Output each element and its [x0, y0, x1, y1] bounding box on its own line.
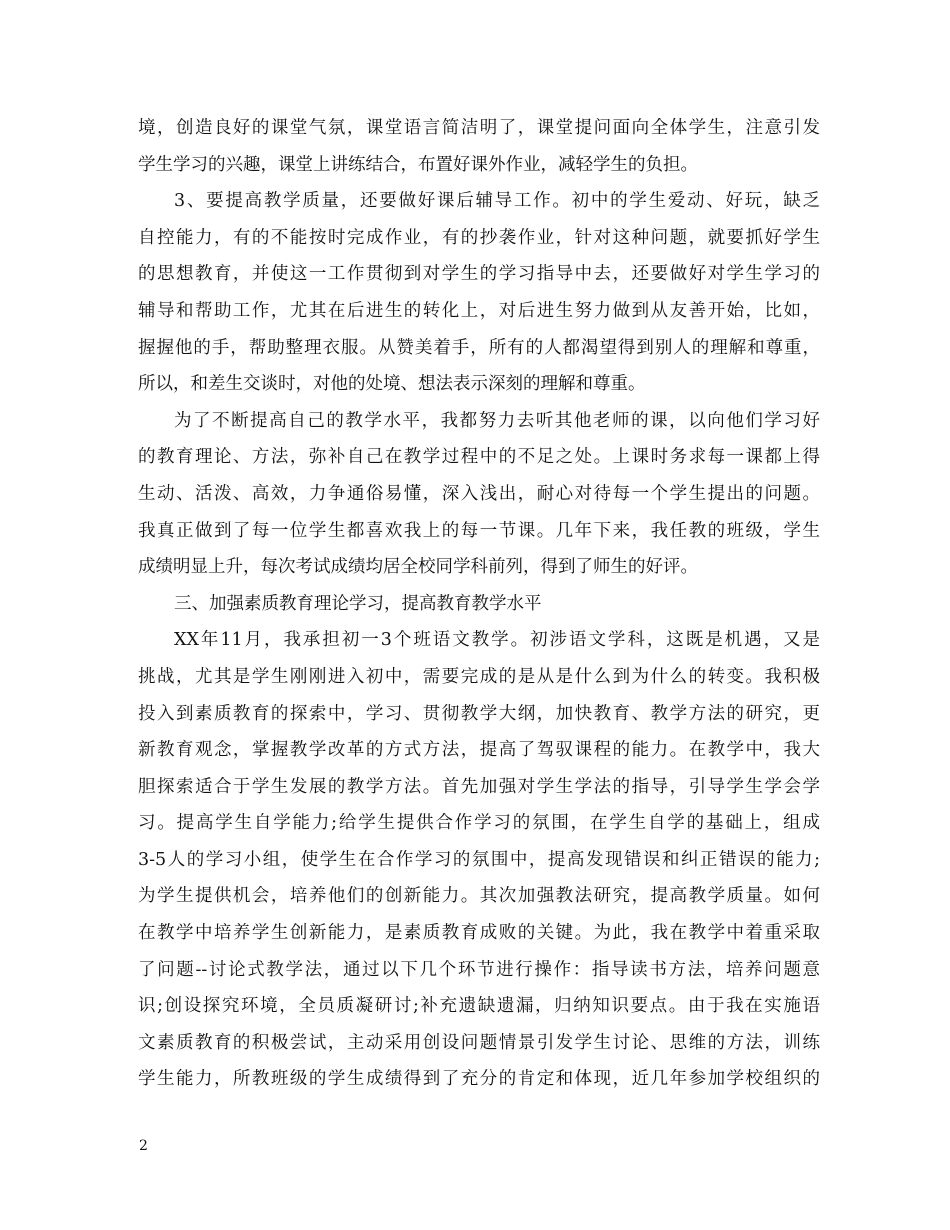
text-line: 识;创设探究环境，全员质凝研讨;补充遗缺遗漏，归纳知识要点。由于我在实施语 [138, 996, 820, 1017]
text-line: 文素质教育的积极尝试，主动采用创设问题情景引发学生讨论、思维的方法，训练 [138, 1032, 820, 1053]
paragraph-first-line: 3、要提高教学质量，还要做好课后辅导工作。初中的学生爱动、好玩，缺乏 [174, 191, 820, 212]
paragraph-first-line: XX年11月，我承担初一3个班语文教学。初涉语文学科，这既是机遇，又是 [174, 630, 820, 651]
text-line: 辅导和帮助工作，尤其在后进生的转化上，对后进生努力做到从友善开始，比如， [138, 300, 820, 321]
text-line: 投入到素质教育的探索中，学习、贯彻教学大纲，加快教育、教学方法的研究，更 [138, 703, 820, 724]
text-line: 新教育观念，掌握教学改革的方式方法，提高了驾驭课程的能力。在教学中，我大 [138, 740, 820, 761]
text-line: 了问题--讨论式教学法，通过以下几个环节进行操作：指导读书方法，培养问题意 [138, 959, 820, 980]
section-heading: 三、加强素质教育理论学习，提高教育教学水平 [174, 593, 542, 614]
text-line: 学生学习的兴趣，课堂上讲练结合，布置好课外作业，减轻学生的负担。 [138, 154, 698, 175]
body-text [138, 110, 820, 1098]
text-line: 挑战，尤其是学生刚刚进入初中，需要完成的是从是什么到为什么的转变。我积极 [138, 666, 820, 687]
text-line: 在教学中培养学生创新能力，是素质教育成败的关键。为此，我在教学中着重采取 [138, 923, 820, 944]
text-line: 生动、活泼、高效，力争通俗易懂，深入浅出，耐心对待每一个学生提出的问题。 [138, 483, 820, 504]
text-line: 学生能力，所教班级的学生成绩得到了充分的肯定和体现，近几年参加学校组织的 [138, 1069, 820, 1090]
text-line: 成绩明显上升，每次考试成绩均居全校同学科前列，得到了师生的好评。 [138, 557, 698, 578]
paragraph-first-line: 为了不断提高自己的教学水平，我都努力去听其他老师的课，以向他们学习好 [174, 410, 820, 431]
text-line: 的思想教育，并使这一工作贯彻到对学生的学习指导中去，还要做好对学生学习的 [138, 264, 820, 285]
text-line: 3-5人的学习小组，使学生在合作学习的氛围中，提高发现错误和纠正错误的能力; [138, 849, 820, 870]
text-line: 握握他的手，帮助整理衣服。从赞美着手，所有的人都渴望得到别人的理解和尊重， [138, 337, 820, 358]
text-line: 自控能力，有的不能按时完成作业，有的抄袭作业，针对这种问题，就要抓好学生 [138, 227, 820, 248]
text-line: 所以，和差生交谈时，对他的处境、想法表示深刻的理解和尊重。 [138, 374, 646, 395]
text-line: 习。提高学生自学能力;给学生提供合作学习的氛围，在学生自学的基础上，组成 [138, 813, 820, 834]
text-line: 胆探索适合于学生发展的教学方法。首先加强对学生学法的指导，引导学生学会学 [138, 776, 820, 797]
text-line: 的教育理论、方法，弥补自己在教学过程中的不足之处。上课时务求每一课都上得 [138, 447, 820, 468]
text-line: 我真正做到了每一位学生都喜欢我上的每一节课。几年下来，我任教的班级，学生 [138, 520, 820, 541]
text-line: 为学生提供机会，培养他们的创新能力。其次加强教法研究，提高教学质量。如何 [138, 886, 820, 907]
page-number: 2 [139, 1138, 148, 1154]
text-line: 境，创造良好的课堂气氛，课堂语言简洁明了，课堂提问面向全体学生，注意引发 [138, 118, 820, 138]
